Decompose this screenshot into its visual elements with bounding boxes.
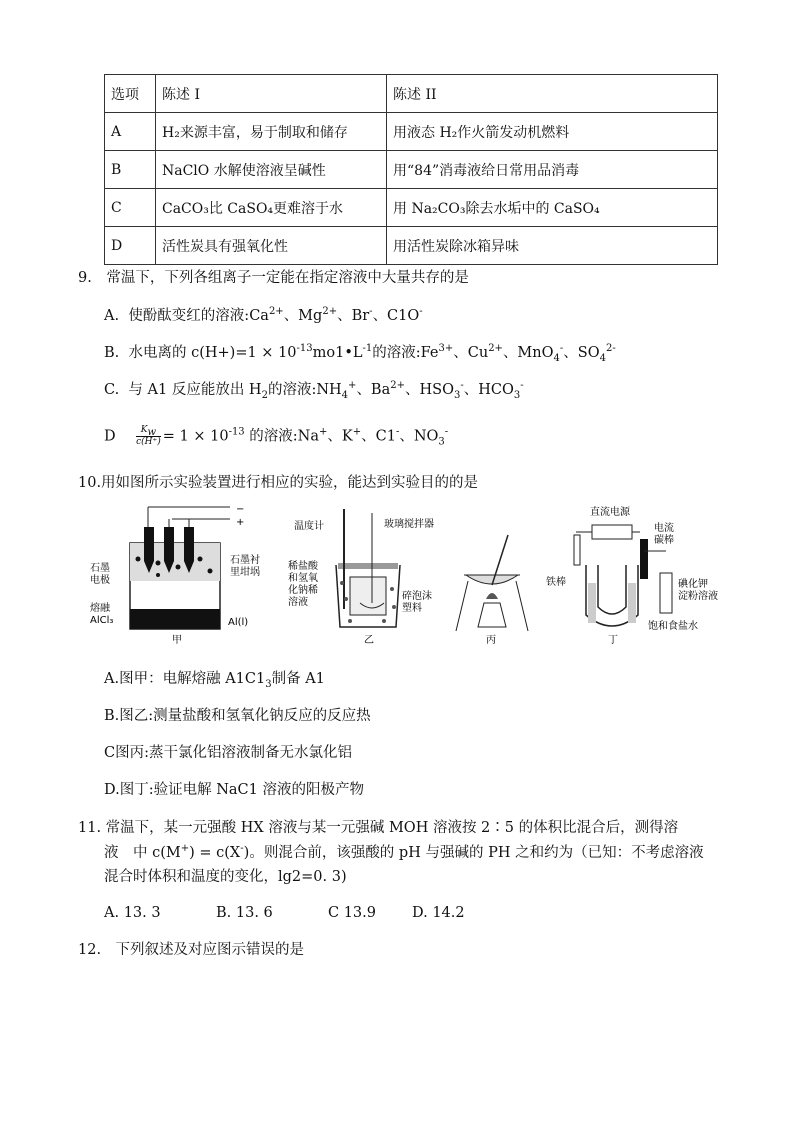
- option-text: 制备 A1: [271, 671, 325, 687]
- subscript: 3: [438, 436, 445, 448]
- option-text: 、Ba: [356, 382, 391, 398]
- option-text: 、HCO: [463, 382, 514, 398]
- superscript: +: [180, 843, 190, 855]
- superscript: +: [348, 380, 357, 392]
- q9-stem: 9. 常温下，下列各组离子一定能在指定溶液中大量共存的是: [78, 270, 469, 286]
- q11-choice-b: B. 13. 6: [216, 905, 273, 921]
- option-text: 、HSO: [405, 382, 454, 398]
- table-cell: B: [105, 151, 156, 189]
- superscript: 2-: [605, 343, 616, 355]
- ki-label: 淀粉溶液: [678, 591, 718, 602]
- superscript: 2+: [390, 380, 405, 392]
- table-cell: D: [105, 227, 156, 265]
- q9-option-c: [104, 380, 524, 400]
- table-cell: H₂来源丰富，易于制取和储存: [156, 113, 387, 151]
- superscript: -: [419, 306, 423, 318]
- fraction-numerator: [136, 425, 161, 437]
- table-cell: 用活性炭除冰箱异味: [387, 227, 718, 265]
- table-cell: 活性炭具有强氧化性: [156, 227, 387, 265]
- superscript: -: [520, 380, 524, 392]
- table-header-cell: 陈述 I: [156, 75, 387, 113]
- subscript: 3: [265, 678, 272, 690]
- option-text: 的溶液:Fe: [372, 345, 439, 361]
- option-text: 的溶液:NH: [267, 382, 342, 398]
- statement-table: [104, 74, 718, 265]
- option-label: D: [104, 428, 116, 445]
- option-label: B.: [104, 345, 120, 361]
- option-text: 、NO: [399, 428, 439, 445]
- option-text: 使酚酞变红的溶液:Ca: [128, 308, 269, 324]
- option-text: 、K: [327, 428, 353, 445]
- superscript: 2+: [488, 343, 503, 355]
- q10-option-c: C图丙:蒸干氯化铝溶液制备无水氯化铝: [104, 745, 352, 761]
- ki-label: 碘化钾: [678, 579, 708, 590]
- superscript: -: [395, 426, 400, 438]
- table-cell: NaClO 水解使溶液呈碱性: [156, 151, 387, 189]
- q11-text: ) = c(X: [189, 845, 241, 861]
- table-cell: CaCO₃比 CaSO₄更难溶于水: [156, 189, 387, 227]
- superscript: 2+: [268, 306, 284, 318]
- superscript: 2+: [322, 306, 338, 318]
- fraction-denominator: c(H⁺): [136, 437, 161, 447]
- option-label: A.: [104, 308, 120, 324]
- subscript: 4: [341, 389, 349, 401]
- option-text: mo1•L: [312, 345, 363, 361]
- q9-option-d: [104, 425, 448, 448]
- superscript: -13: [228, 426, 245, 438]
- superscript: +: [352, 426, 362, 438]
- brine-label: 饱和食盐水: [648, 621, 698, 632]
- q11-line1: 11. 常温下，某一元强酸 HX 溶液与某一元强碱 MOH 溶液按 2∶5 的体积比混合后，测得溶: [78, 820, 679, 836]
- option-text: 、MnO: [502, 345, 554, 361]
- lining-label: 石墨衬: [230, 555, 260, 566]
- table-header-cell: 选项: [105, 75, 156, 113]
- stirrer-label: 玻璃搅拌器: [384, 519, 434, 530]
- caption-jia: 甲: [172, 635, 182, 646]
- option-text: 、SO: [563, 345, 600, 361]
- power-label: 直流电源: [590, 507, 630, 518]
- thermometer-label: 温度计: [294, 521, 324, 532]
- q11-line3: 混合时体积和温度的变化，lg2=0. 3): [104, 869, 347, 885]
- subscript: 4: [599, 352, 606, 364]
- fraction: [136, 425, 161, 448]
- subscript: 3: [453, 389, 461, 401]
- q11-choice-c: C 13.9: [328, 905, 376, 921]
- figure-jia: [90, 504, 260, 646]
- table-header-cell: 陈述 II: [387, 75, 718, 113]
- q10-option-b: B.图乙:测量盐酸和氢氧化钠反应的反应热: [104, 708, 371, 724]
- minus-label: −: [236, 504, 245, 515]
- option-text: 、Br: [337, 308, 370, 324]
- subscript: 2: [261, 389, 268, 401]
- option-text: 的溶液:Na: [244, 428, 319, 445]
- table-cell: C: [105, 189, 156, 227]
- option-text: 、C1: [361, 428, 396, 445]
- table-row: [105, 151, 718, 189]
- subscript: w: [147, 426, 157, 438]
- melt-label: AlCl₃: [90, 615, 114, 626]
- table-row: [105, 189, 718, 227]
- table-row: [105, 113, 718, 151]
- q11-line2: [104, 843, 704, 863]
- table-cell: 用 Na₂CO₃除去水垢中的 CaSO₄: [387, 189, 718, 227]
- solution-label: 稀盐酸: [288, 561, 318, 572]
- figure-yi: [288, 509, 434, 646]
- superscript: -: [444, 426, 449, 438]
- option-text: 、Cu: [453, 345, 489, 361]
- table-cell: 用液态 H₂作火箭发动机燃料: [387, 113, 718, 151]
- superscript: 3+: [438, 343, 454, 355]
- solution-label: 溶液: [288, 597, 308, 608]
- q11-choice-d: D. 14.2: [412, 905, 465, 921]
- option-text: 、Mg: [283, 308, 323, 324]
- solution-label: 化钠稀: [288, 585, 318, 596]
- figure-bing: [456, 535, 528, 646]
- graphite-label: 石墨: [90, 563, 110, 574]
- table-cell: A: [105, 113, 156, 151]
- superscript: -: [369, 306, 373, 318]
- option-text: 、C1O: [372, 308, 420, 324]
- option-text: 与 A1 反应能放出 H: [128, 382, 262, 398]
- al-label: Al(l): [228, 617, 249, 628]
- numerator-k: K: [140, 425, 148, 435]
- graphite-label: 电极: [90, 575, 110, 586]
- plus-label: +: [236, 517, 245, 528]
- foam-label: 塑料: [402, 603, 422, 614]
- subscript: 4: [553, 352, 560, 364]
- lining-label: 里坩埚: [230, 567, 260, 578]
- q10-option-d: D.图丁:验证电解 NaC1 溶液的阳极产物: [104, 782, 364, 798]
- option-text: A.图甲：电解熔融 A1C1: [104, 671, 266, 687]
- solution-label: 和氢氧: [288, 573, 318, 584]
- subscript: 3: [513, 389, 521, 401]
- q10-option-a: [104, 669, 325, 689]
- q11-text: )。则混合前，该强酸的 pH 与强碱的 PH 之和约为（已知：不考虑溶液: [243, 845, 704, 861]
- apparatus-figure: [88, 503, 728, 653]
- carbon-label: 碳棒: [654, 535, 674, 546]
- superscript: -: [240, 843, 244, 855]
- table-cell: 用“84”消毒液给日常用品消毒: [387, 151, 718, 189]
- caption-bing: 丙: [486, 635, 496, 646]
- q9-option-a: [104, 306, 423, 326]
- option-label: C.: [104, 382, 120, 398]
- option-text: = 1 × 10: [162, 428, 229, 445]
- superscript: -1: [362, 343, 373, 355]
- superscript: -13: [296, 343, 313, 355]
- figure-ding: [546, 505, 718, 646]
- superscript: +: [319, 426, 328, 438]
- iron-label: 铁棒: [546, 577, 566, 588]
- option-text: 水电离的 c(H+)=1 × 10: [128, 345, 297, 361]
- q9-option-b: [104, 343, 616, 363]
- carbon-label: 电流: [654, 523, 674, 534]
- q11-text: 液 中 c(M: [104, 845, 181, 861]
- q10-stem: 10.用如图所示实验装置进行相应的实验，能达到实验目的的是: [78, 475, 479, 491]
- table-row: [105, 227, 718, 265]
- melt-label: 熔融: [90, 603, 110, 614]
- q11-choice-a: A. 13. 3: [104, 905, 161, 921]
- table-header-row: [105, 75, 718, 113]
- caption-ding: 丁: [608, 635, 618, 646]
- q12-stem: 12. 下列叙述及对应图示错误的是: [78, 942, 305, 958]
- foam-label: 碎泡沫: [402, 591, 432, 602]
- superscript: -: [460, 380, 464, 392]
- superscript: -: [559, 343, 564, 355]
- caption-yi: 乙: [364, 635, 374, 646]
